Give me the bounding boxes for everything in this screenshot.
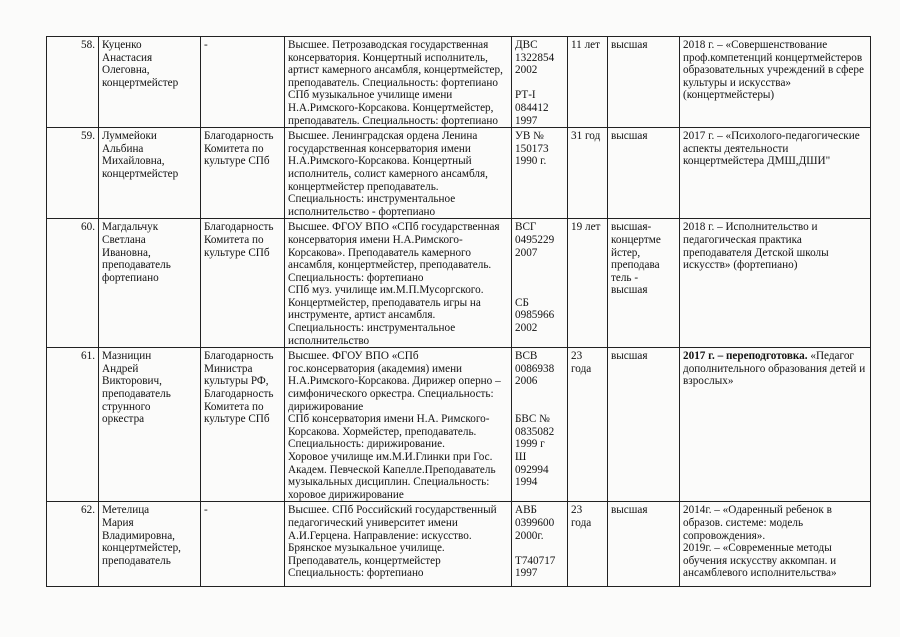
qualification-category: высшая (608, 348, 680, 502)
education: Высшее. СПб Российский государственный педагогический университет имени А.И.Герцена. Направление: искусство. Брянское музыкальное училище. Преподаватель, концертмейстер Специальность: фортепиано (285, 502, 512, 587)
row-number: 58. (47, 37, 99, 128)
training-heading: 2017 г. – переподготовка. (683, 350, 808, 363)
education: Высшее. ФГОУ ВПО «СПб гос.консерватория (академия) имени Н.А.Римского-Корсакова. Дирижер оперно –симфонического оркестра. Специальность: дирижирование СПб консерватория имени Н.А. Римского-Корсакова. Хормейстер, преподаватель. Специальность: дирижирование. Хоровое училище им.М.И.Глинки при Гос. Академ. Певческой Капелле.Преподаватель музыкальных дисциплин. Специальность: хоровое дирижирование (285, 348, 512, 502)
professional-training: 2014г. – «Одаренный ребенок в образов. системе: модель сопровождения». 2019г. – «Современные методы обучения искусству аккомпан. и ансамблевого исполнительства» (680, 502, 871, 587)
education: Высшее. Ленинградская ордена Ленина государственная консерватория имени Н.А.Римского-Корсакова. Концертный исполнитель, солист камерного ансамбля, концертмейстер преподаватель. Специальность: инструментальное исполнительство - фортепиано (285, 128, 512, 219)
experience: 19 лет (568, 219, 608, 348)
diploma: УВ № 150173 1990 г. (512, 128, 568, 219)
experience: 23 года (568, 348, 608, 502)
awards: Благодарность Министра культуры РФ, Благодарность Комитета по культуре СПб (201, 348, 285, 502)
diploma: ДВС 1322854 2002 РТ-I 084412 1997 (512, 37, 568, 128)
diploma: ВСГ 0495229 2007 СБ 0985966 2002 (512, 219, 568, 348)
diploma: АВБ 0399600 2000г. Т740717 1997 (512, 502, 568, 587)
employee-name: Магдальчук Светлана Ивановна, преподаватель фортепиано (99, 219, 201, 348)
row-number: 59. (47, 128, 99, 219)
employee-name: Луммейоки Альбина Михайловна, концертмейстер (99, 128, 201, 219)
table-row (47, 348, 871, 502)
row-number: 60. (47, 219, 99, 348)
awards: - (201, 37, 285, 128)
table-row (47, 37, 871, 128)
education: Высшее. ФГОУ ВПО «СПб государственная консерватория имени Н.А.Римского-Корсакова». Преподаватель камерного ансамбля, концертмейстер, преподаватель. Специальность: фортепиано СПб муз. училище им.М.П.Мусоргского. Концертмейстер, преподаватель игры на инструменте, артист ансамбля. Специальность: инструментальное исполнительство (285, 219, 512, 348)
row-number: 61. (47, 348, 99, 502)
qualification-category: высшая (608, 502, 680, 587)
employee-name: Метелица Мария Владимировна, концертмейстер, преподаватель (99, 502, 201, 587)
employee-name: Мазницин Андрей Викторович, преподаватель струнного оркестра (99, 348, 201, 502)
professional-training: 2017 г. – «Психолого-педагогические аспекты деятельности концертмейстера ДМШ,ДШИ" (680, 128, 871, 219)
row-number: 62. (47, 502, 99, 587)
experience: 31 год (568, 128, 608, 219)
awards: Благодарность Комитета по культуре СПб (201, 128, 285, 219)
employee-name: Куценко Анастасия Олеговна, концертмейстер (99, 37, 201, 128)
qualification-category: высшая- концертме йстер, преподава тель - высшая (608, 219, 680, 348)
table-row (47, 219, 871, 348)
experience: 23 года (568, 502, 608, 587)
professional-training: 2018 г. – «Совершенствование проф.компетенций концертмейстеров образовательных учреждений в сфере культуры и искусства» (концертмейстеры) (680, 37, 871, 128)
professional-training (680, 348, 871, 502)
diploma: ВСВ 0086938 2006 БВС № 0835082 1999 г Ш 092994 1994 (512, 348, 568, 502)
awards: Благодарность Комитета по культуре СПб (201, 219, 285, 348)
table-row (47, 502, 871, 587)
awards: - (201, 502, 285, 587)
professional-training: 2018 г. – Исполнительство и педагогическая практика преподавателя Детской школы искусств» (фортепиано) (680, 219, 871, 348)
staff-table (46, 36, 871, 587)
qualification-category: высшая (608, 37, 680, 128)
training-description: «Педагог дополнительного образования детей и взрослых» (683, 350, 866, 388)
table-row (47, 128, 871, 219)
experience: 11 лет (568, 37, 608, 128)
qualification-category: высшая (608, 128, 680, 219)
education: Высшее. Петрозаводская государственная консерватория. Концертный исполнитель, артист камерного ансамбля, концертмейстер, преподаватель. Специальность: фортепиано СПб музыкальное училище имени Н.А.Римского-Корсакова. Концертмейстер, преподаватель. Специальность: фортепиано (285, 37, 512, 128)
